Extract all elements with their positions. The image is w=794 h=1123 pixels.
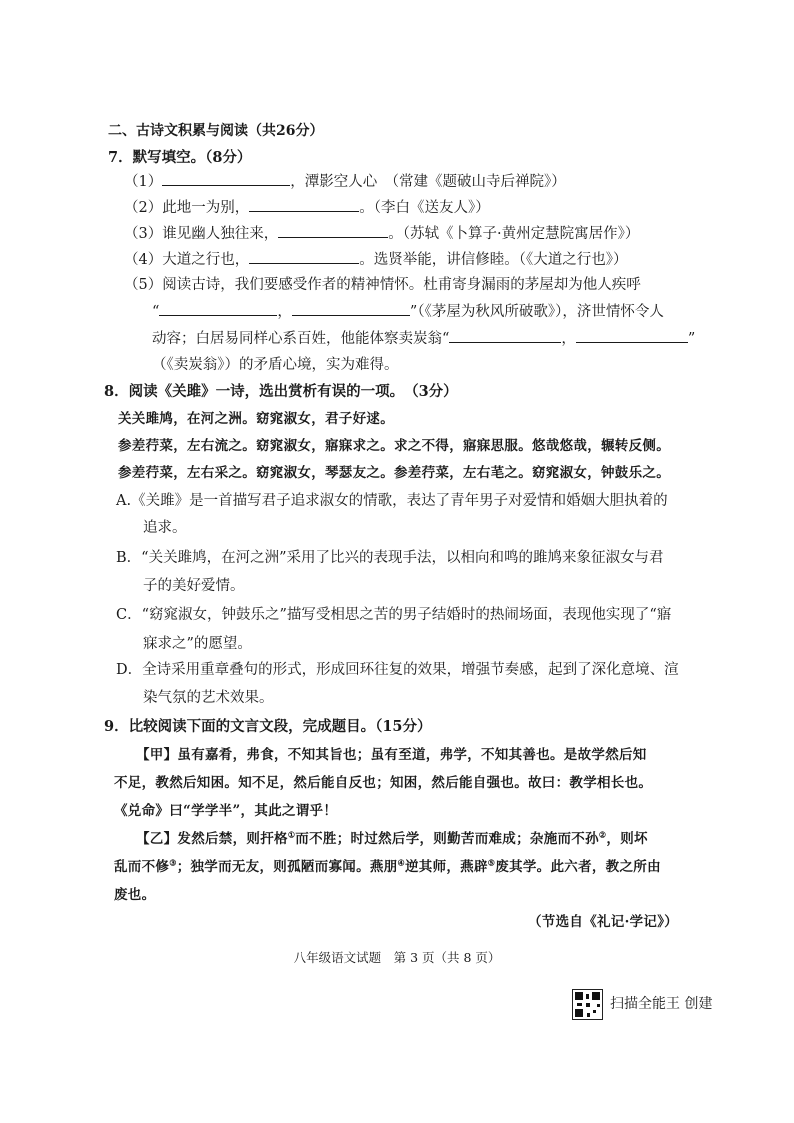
footnote-marker: ③ bbox=[169, 857, 177, 868]
option-c-line2: 寐求之”的愿望。 bbox=[143, 636, 252, 652]
yi-text: ；独学而无友，则孤陋而寡闻。燕朋 bbox=[176, 859, 398, 875]
answer-blank[interactable] bbox=[249, 197, 359, 212]
answer-blank[interactable] bbox=[278, 223, 388, 238]
yi-text: 废其学。此六者，教之所由 bbox=[495, 859, 661, 875]
quote-mark: ” bbox=[687, 331, 696, 347]
q7-item-2 bbox=[124, 197, 490, 218]
answer-blank[interactable] bbox=[449, 328, 561, 343]
q7-item-1 bbox=[124, 171, 566, 192]
item-text: ”（《茅屋为秋风所破歌》），济世情怀令人 bbox=[409, 304, 664, 320]
q7-item-3 bbox=[124, 223, 639, 244]
option-a-line2: 追求。 bbox=[143, 520, 187, 536]
comma: ， bbox=[561, 331, 576, 347]
quote-mark: “ bbox=[152, 304, 160, 320]
section-title: 二、古诗文积累与阅读（共26分） bbox=[108, 123, 324, 139]
footnote-marker: ② bbox=[598, 829, 607, 840]
yi-text: 【乙】发然后禁，则扞格 bbox=[136, 831, 288, 847]
answer-blank[interactable] bbox=[292, 301, 410, 316]
qr-code-icon bbox=[572, 989, 603, 1020]
option-b-line1[interactable]: B．“关关雎鸠，在河之洲”采用了比兴的表现手法，以相向和鸣的雎鸠来象征淑女与君 bbox=[116, 550, 664, 566]
comma: ， bbox=[277, 304, 292, 320]
item-text: 。（苏轼《卜算子·黄州定慧院寓居作》） bbox=[388, 226, 640, 242]
item-number: （3） bbox=[124, 226, 163, 242]
yi-text: ，则坏 bbox=[606, 831, 648, 847]
source-citation: （节选自《礼记·学记》） bbox=[528, 914, 679, 930]
yi-line-2 bbox=[114, 857, 661, 877]
jia-line-3: 《兑命》曰“学学半”，其此之谓乎！ bbox=[114, 803, 338, 819]
option-c-line1[interactable]: C．“窈窕淑女，钟鼓乐之”描写受相思之苦的男子结婚时的热闹场面，表现他实现了“寤 bbox=[116, 607, 672, 623]
q7-item-5-line2 bbox=[152, 301, 664, 322]
option-b-line2: 子的美好爱情。 bbox=[143, 578, 245, 594]
q7-item-5-line4: （《卖炭翁》）的矛盾心境，实为难得。 bbox=[152, 357, 399, 373]
item-text: ，潭影空人心 （常建《题破山寺后禅院》） bbox=[290, 174, 566, 190]
q7-title: 7．默写填空。（8分） bbox=[108, 149, 252, 166]
yi-text: 逆其师，燕辟 bbox=[404, 859, 488, 875]
answer-blank[interactable] bbox=[162, 171, 290, 186]
yi-line-3: 废也。 bbox=[114, 887, 156, 903]
option-a-line1[interactable]: A.《关雎》是一首描写君子追求淑女的情歌，表达了青年男子对爱情和婚姻大胆执着的 bbox=[116, 493, 668, 509]
item-text: 此地一为别， bbox=[162, 200, 250, 216]
item-text: 动容；白居易同样心系百姓，他能体察卖炭翁“ bbox=[152, 331, 450, 347]
yi-text: 而不胜；时过然后学，则勤苦而难成；杂施而不孙 bbox=[295, 831, 599, 847]
answer-blank[interactable] bbox=[249, 249, 359, 264]
item-text: 谁见幽人独往来， bbox=[162, 226, 279, 242]
poem-line-2: 参差荇菜，左右流之。窈窕淑女，寤寐求之。求之不得，寤寐思服。悠哉悠哉，辗转反侧。 bbox=[118, 438, 670, 454]
option-d-line2: 染气氛的艺术效果。 bbox=[143, 690, 274, 706]
q7-item-5-line3 bbox=[152, 328, 695, 349]
q9-title: 9．比较阅读下面的文言文段，完成题目。（15分） bbox=[104, 718, 432, 735]
answer-blank[interactable] bbox=[159, 301, 277, 316]
item-number: （1） bbox=[124, 174, 163, 190]
footnote-marker: ④ bbox=[397, 857, 405, 868]
jia-line-1: 【甲】虽有嘉肴，弗食，不知其旨也；虽有至道，弗学，不知其善也。是故学然后知 bbox=[136, 747, 647, 763]
item-number: （5） bbox=[124, 277, 163, 293]
footnote-marker: ⑤ bbox=[487, 857, 496, 868]
yi-line-1 bbox=[136, 829, 648, 849]
yi-text: 乱而不修 bbox=[114, 859, 170, 875]
item-number: （4） bbox=[124, 252, 163, 268]
page-footer: 八年级语文试题 第 3 页（共 8 页） bbox=[293, 950, 501, 965]
item-text: 。选贤举能，讲信修睦。（《大道之行也》） bbox=[359, 252, 628, 268]
item-text: 大道之行也， bbox=[162, 252, 250, 268]
footnote-marker: ① bbox=[287, 829, 296, 840]
item-number: （2） bbox=[124, 200, 163, 216]
answer-blank[interactable] bbox=[576, 328, 688, 343]
jia-line-2: 不足，教然后知困。知不足，然后能自反也；知困，然后能自强也。故曰：教学相长也。 bbox=[114, 775, 653, 791]
poem-line-1: 关关雎鸠，在河之洲。窈窕淑女，君子好逑。 bbox=[118, 411, 394, 427]
q7-item-4 bbox=[124, 249, 627, 270]
option-d-line1[interactable]: D．全诗采用重章叠句的形式，形成回环往复的效果，增强节奏感，起到了深化意境、渲 bbox=[116, 662, 679, 678]
item-text: 。（李白《送友人》） bbox=[359, 200, 490, 216]
item-text: 阅读古诗，我们要感受作者的精神情怀。杜甫寄身漏雨的茅屋却为他人疾呼 bbox=[162, 277, 641, 293]
q8-title: 8．阅读《关雎》一诗，选出赏析有误的一项。 （3分） bbox=[104, 383, 458, 400]
q7-item-5-line1 bbox=[124, 275, 641, 295]
poem-line-3: 参差荇菜，左右采之。窈窕淑女，琴瑟友之。参差荇菜，左右芼之。窈窕淑女，钟鼓乐之。 bbox=[118, 465, 670, 481]
scanner-watermark: 扫描全能王 创建 bbox=[610, 996, 713, 1012]
